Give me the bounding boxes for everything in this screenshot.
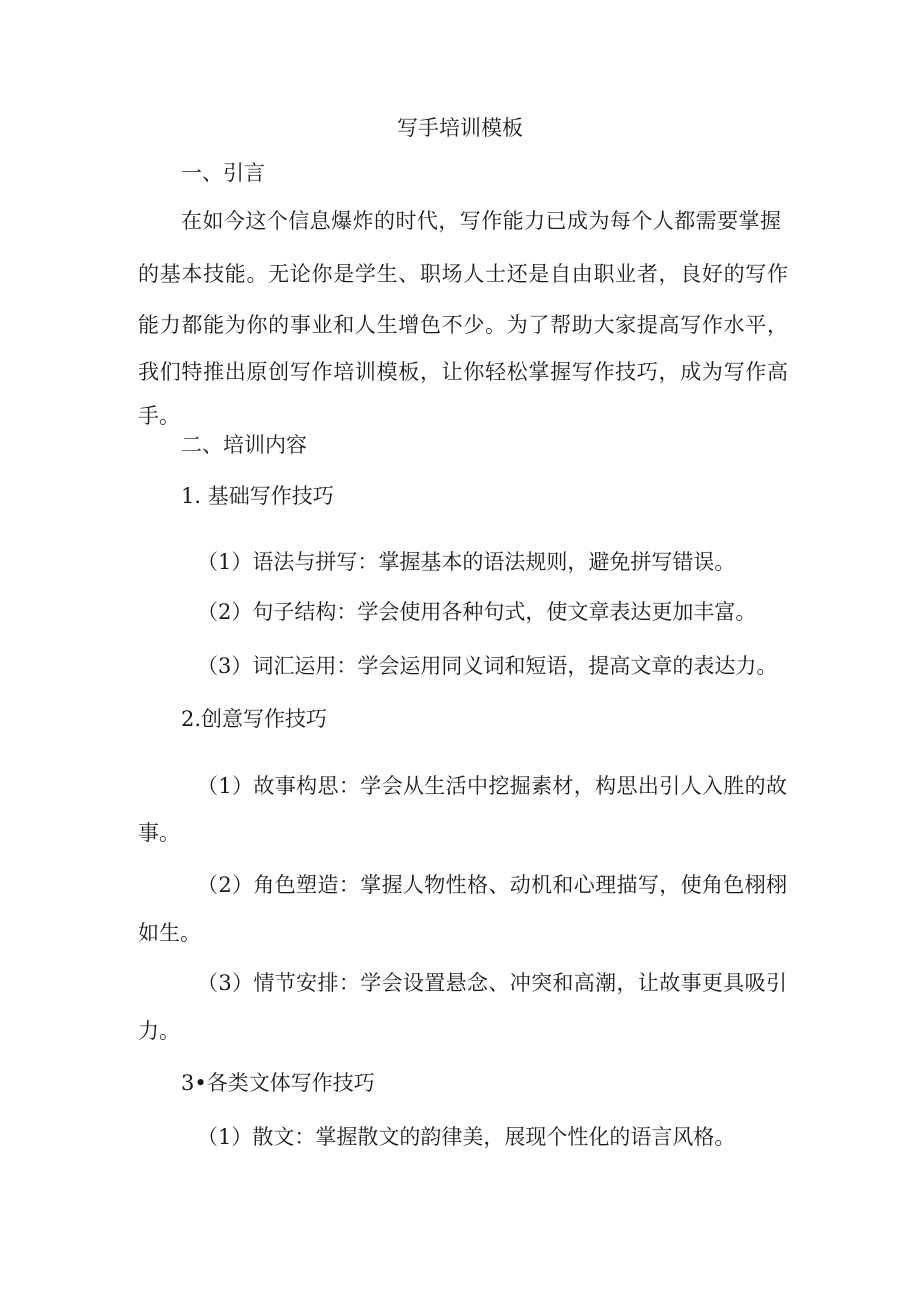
intro-paragraph-line: 手。: [138, 404, 180, 428]
intro-paragraph-line: 的基本技能。无论你是学生、职场人士还是自由职业者，良好的写作: [138, 262, 788, 286]
list-item-continuation: 事。: [138, 821, 180, 845]
list-item-continuation: 力。: [138, 1019, 180, 1043]
document-title: 写手培训模板: [397, 116, 523, 140]
content-heading: 二、培训内容: [181, 433, 307, 457]
intro-paragraph-line: 我们特推出原创写作培训模板，让你轻松掌握写作技巧，成为写作高: [138, 360, 788, 384]
list-item: （1）散文：掌握散文的韵律美，展现个性化的语言风格。: [197, 1125, 736, 1149]
list-item: （2）角色塑造：掌握人物性格、动机和心理描写，使角色栩栩: [197, 873, 787, 897]
list-item-continuation: 如生。: [138, 921, 201, 945]
list-item: （3）词汇运用：学会运用同义词和短语，提高文章的表达力。: [197, 654, 778, 678]
list-item: （2）句子结构：学会使用各种句式，使文章表达更加丰富。: [197, 600, 757, 624]
intro-heading: 一、引言: [181, 161, 265, 185]
list-item: （1）故事构思：学会从生活中挖掘素材，构思出引人入胜的故: [197, 774, 787, 798]
intro-paragraph-line: 在如今这个信息爆炸的时代，写作能力已成为每个人都需要掌握: [181, 209, 781, 233]
list-item: （3）情节安排：学会设置悬念、冲突和高潮，让故事更具吸引: [197, 971, 787, 995]
subsection-heading: 1. 基础写作技巧: [181, 484, 334, 508]
list-item: （1）语法与拼写：掌握基本的语法规则，避免拼写错误。: [197, 550, 736, 574]
subsection-heading: 2.创意写作技巧: [181, 707, 328, 731]
subsection-heading: 3•各类文体写作技巧: [181, 1071, 375, 1095]
intro-paragraph-line: 能力都能为你的事业和人生增色不少。为了帮助大家提高写作水平，: [138, 313, 788, 337]
